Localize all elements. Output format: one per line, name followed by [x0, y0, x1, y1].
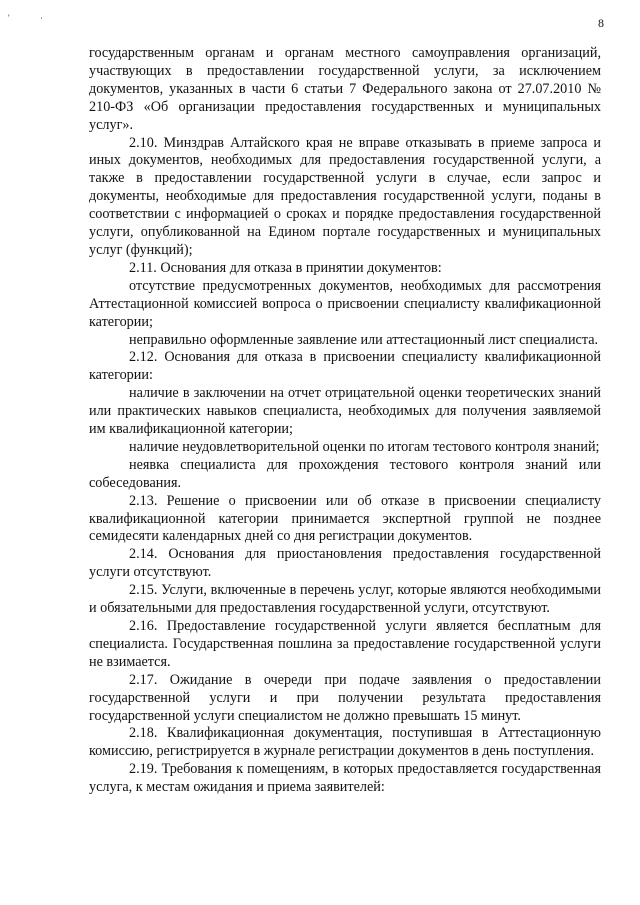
scan-speck: ' — [8, 13, 10, 23]
list-item-missing-documents: отсутствие предусмотренных документов, необходимых для рассмотрения Аттестационной комиссией вопроса о присвоении специалисту квалификационной категории; — [89, 277, 601, 330]
scan-speck: · — [40, 13, 43, 23]
paragraph-2-12: 2.12. Основания для отказа в присвоении специалисту квалификационной категории: — [89, 349, 601, 384]
paragraph-continuation: государственным органам и органам местного самоуправления организаций, участвующих в предоставлении государственной услуги, за исключением документов, указанных в части 6 статьи 7 Федерального закона от 27.07.2010 № 210-ФЗ «Об организации предоставления государственных и муниципальных услуг». — [89, 45, 601, 133]
document-body — [89, 45, 601, 797]
list-item-no-show: неявка специалиста для прохождения тестового контроля знаний или собеседования. — [89, 456, 601, 491]
paragraph-2-15: 2.15. Услуги, включенные в перечень услуг, которые являются необходимыми и обязательными для предоставления государственной услуги, отсутствуют. — [89, 582, 601, 617]
paragraph-2-11: 2.11. Основания для отказа в принятии документов: — [129, 259, 442, 276]
paragraph-2-14: 2.14. Основания для приостановления предоставления государственной услуги отсутствуют. — [89, 546, 601, 581]
list-item-negative-assessment: наличие в заключении на отчет отрицательной оценки теоретических знаний или практических навыков специалиста, необходимых для получения заявляемой им квалификационной категории; — [89, 385, 601, 438]
paragraph-2-18: 2.18. Квалификационная документация, поступившая в Аттестационную комиссию, регистрируется в журнале регистрации документов в день поступления. — [89, 725, 601, 760]
list-item-incorrect-application: неправильно оформленные заявление или аттестационный лист специалиста. — [129, 331, 599, 348]
list-item-unsatisfactory-test: наличие неудовлетворительной оценки по итогам тестового контроля знаний; — [129, 438, 600, 455]
paragraph-2-13: 2.13. Решение о присвоении или об отказе в присвоении специалисту квалификационной категории принимается экспертной группой не позднее семидесяти календарных дней со дня регистрации документов. — [89, 492, 601, 545]
paragraph-2-17: 2.17. Ожидание в очереди при подаче заявления о предоставлении государственной услуги и при получении результата предоставления государственной услуги специалистом не должно превышать 15 минут. — [89, 671, 601, 724]
paragraph-2-19: 2.19. Требования к помещениям, в которых предоставляется государственная услуга, к местам ожидания и приема заявителей: — [89, 761, 601, 796]
page-number: 8 — [598, 16, 604, 30]
paragraph-2-16: 2.16. Предоставление государственной услуги является бесплатным для специалиста. Государственная пошлина за предоставление государственной услуги не взимается. — [89, 618, 601, 670]
paragraph-2-10: 2.10. Минздрав Алтайского края не вправе отказывать в приеме запроса и иных документов, необходимых для предоставления государственной услуги, а также в предоставлении государственной услуги в случае, если запрос и документы, необходимые для предоставления государственной услуги, поданы в соответствии с информацией о сроках и порядке предоставления государственной услуги, опубликованной на Едином портале государственных и муниципальных услуг (функций); — [89, 134, 601, 258]
